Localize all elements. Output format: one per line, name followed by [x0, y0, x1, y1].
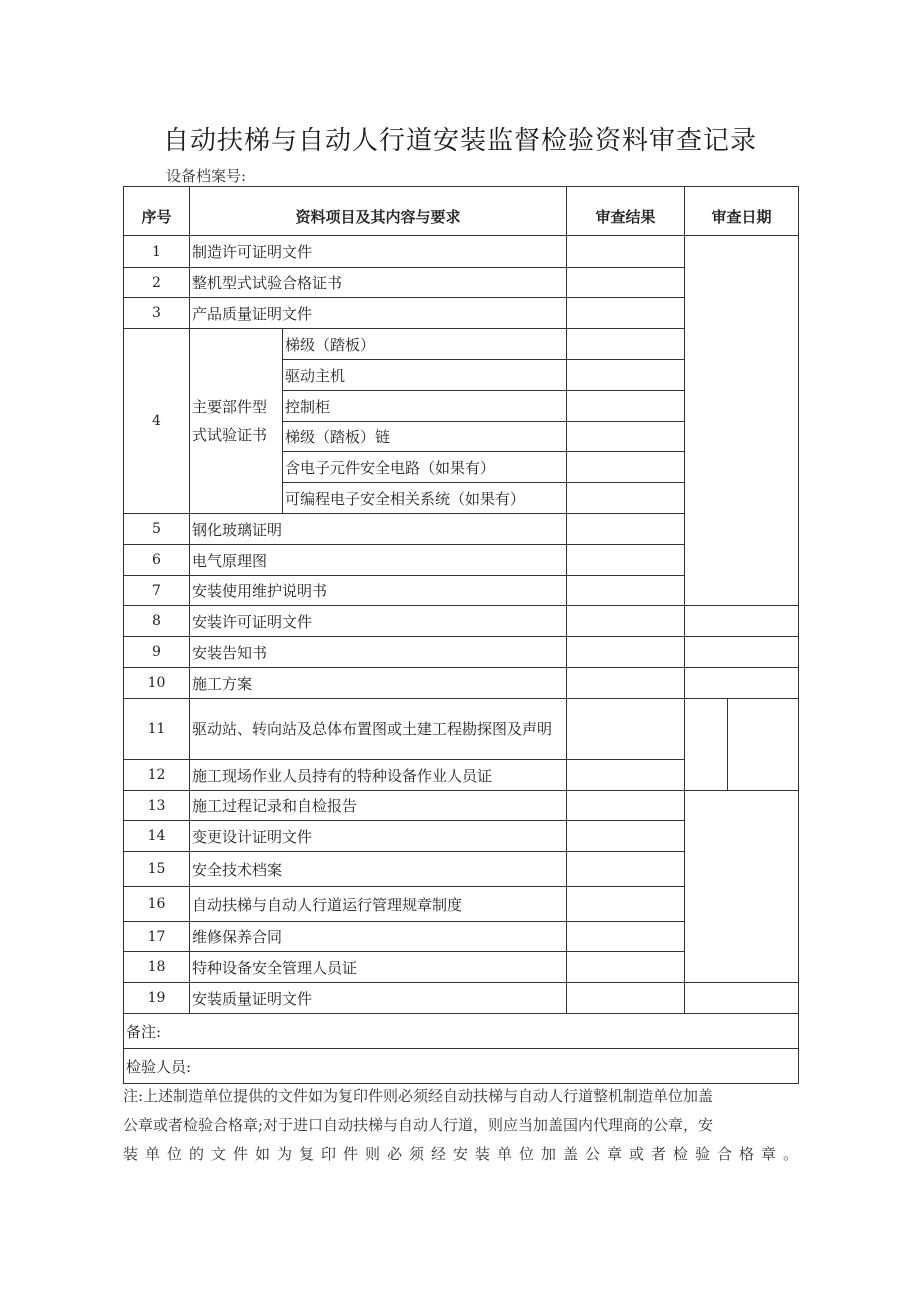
header-row: [124, 187, 799, 236]
sub-item: 梯级（踏板）链: [283, 422, 567, 452]
row-number: 1: [124, 236, 190, 268]
result-cell[interactable]: [567, 576, 685, 606]
row-item: 变更设计证明文件: [190, 821, 567, 852]
date-cell[interactable]: [685, 983, 799, 1014]
review-record-table: [123, 186, 799, 1084]
sub-item: 可编程电子安全相关系统（如果有）: [283, 483, 567, 514]
row-number: 15: [124, 852, 190, 887]
table-row: [124, 983, 799, 1014]
row-number: 19: [124, 983, 190, 1014]
header-no: 序号: [124, 187, 190, 236]
footnote-line: 公章或者检验合格章;对于进口自动扶梯与自动人行道，则应当加盖国内代理商的公章，安: [123, 1116, 714, 1134]
result-cell[interactable]: [567, 791, 685, 821]
result-cell[interactable]: [567, 952, 685, 983]
row-item: 安装许可证明文件: [190, 606, 567, 637]
row-number: 2: [124, 268, 190, 298]
result-cell[interactable]: [567, 545, 685, 576]
result-cell[interactable]: [567, 887, 685, 922]
date-cell[interactable]: [685, 791, 799, 983]
date-cell[interactable]: [685, 668, 799, 699]
row-item: 安装质量证明文件: [190, 983, 567, 1014]
header-item: 资料项目及其内容与要求: [190, 187, 567, 236]
result-cell[interactable]: [567, 329, 685, 360]
row-number: 9: [124, 637, 190, 668]
remarks-label: 备注:: [126, 1022, 162, 1041]
row-item: 电气原理图: [190, 545, 567, 576]
sub-item: 驱动主机: [283, 360, 567, 391]
row-item: 自动扶梯与自动人行道运行管理规章制度: [190, 887, 567, 922]
row-number: 14: [124, 821, 190, 852]
row-item: 驱动站、转向站及总体布置图或土建工程勘探图及声明: [190, 699, 567, 760]
date-cell[interactable]: [685, 637, 799, 668]
row-item: 安装告知书: [190, 637, 567, 668]
row-number: 11: [124, 699, 190, 760]
row-item: 施工过程记录和自检报告: [190, 791, 567, 821]
row-item: 安装使用维护说明书: [190, 576, 567, 606]
result-cell[interactable]: [567, 268, 685, 298]
inspector-label: 检验人员:: [126, 1057, 192, 1076]
row-number: 6: [124, 545, 190, 576]
table-row: [124, 236, 799, 268]
date-cell[interactable]: [685, 236, 799, 606]
row-item: 整机型式试验合格证书: [190, 268, 567, 298]
result-cell[interactable]: [567, 922, 685, 952]
row-number: 12: [124, 760, 190, 791]
result-cell[interactable]: [567, 514, 685, 545]
result-cell[interactable]: [567, 483, 685, 514]
row-number: 16: [124, 887, 190, 922]
row-item: 特种设备安全管理人员证: [190, 952, 567, 983]
archive-number-label: 设备档案号:: [166, 167, 247, 185]
row-item: 制造许可证明文件: [190, 236, 567, 268]
sub-item: 含电子元件安全电路（如果有）: [283, 452, 567, 483]
remarks-row: [124, 1014, 799, 1049]
row-item: 施工方案: [190, 668, 567, 699]
result-cell[interactable]: [567, 298, 685, 329]
result-cell[interactable]: [567, 606, 685, 637]
footnote: [123, 1082, 798, 1169]
date-cell[interactable]: [728, 699, 799, 791]
result-cell[interactable]: [567, 668, 685, 699]
result-cell[interactable]: [567, 422, 685, 452]
row-number: 7: [124, 576, 190, 606]
page-title: 自动扶梯与自动人行道安装监督检验资料审查记录: [162, 126, 757, 156]
date-cell[interactable]: [685, 699, 728, 791]
row-number: 3: [124, 298, 190, 329]
result-cell[interactable]: [567, 391, 685, 422]
date-cell[interactable]: [685, 606, 799, 637]
result-cell[interactable]: [567, 852, 685, 887]
result-cell[interactable]: [567, 637, 685, 668]
result-cell[interactable]: [567, 452, 685, 483]
table-row: [124, 668, 799, 699]
result-cell[interactable]: [567, 360, 685, 391]
row-number: 13: [124, 791, 190, 821]
header-result: 审查结果: [567, 187, 685, 236]
table-row: [124, 606, 799, 637]
row-number: 10: [124, 668, 190, 699]
row-item: 主要部件型式试验证书: [190, 329, 283, 514]
row-item: 产品质量证明文件: [190, 298, 567, 329]
table-row: [124, 699, 799, 760]
row-number: 17: [124, 922, 190, 952]
result-cell[interactable]: [567, 983, 685, 1014]
header-date: 审查日期: [685, 187, 799, 236]
result-cell[interactable]: [567, 699, 685, 760]
result-cell[interactable]: [567, 760, 685, 791]
row-number: 18: [124, 952, 190, 983]
table-row: [124, 637, 799, 668]
inspector-row: [124, 1049, 799, 1084]
remarks-field[interactable]: [124, 1014, 799, 1049]
footnote-line: 装单位的文件如为复印件则必须经安装单位加盖公章或者检验合格章。: [123, 1145, 798, 1163]
row-item: 施工现场作业人员持有的特种设备作业人员证: [190, 760, 567, 791]
row-item: 钢化玻璃证明: [190, 514, 567, 545]
sub-item: 控制柜: [283, 391, 567, 422]
row-item: 维修保养合同: [190, 922, 567, 952]
row-item: 安全技术档案: [190, 852, 567, 887]
inspector-field[interactable]: [124, 1049, 799, 1084]
table-row: [124, 791, 799, 821]
row-number: 8: [124, 606, 190, 637]
footnote-line: 注:上述制造单位提供的文件如为复印件则必须经自动扶梯与自动人行道整机制造单位加盖: [123, 1087, 714, 1105]
row-number: 4: [124, 329, 190, 514]
sub-item: 梯级（踏板）: [283, 329, 567, 360]
row-number: 5: [124, 514, 190, 545]
result-cell[interactable]: [567, 821, 685, 852]
result-cell[interactable]: [567, 236, 685, 268]
